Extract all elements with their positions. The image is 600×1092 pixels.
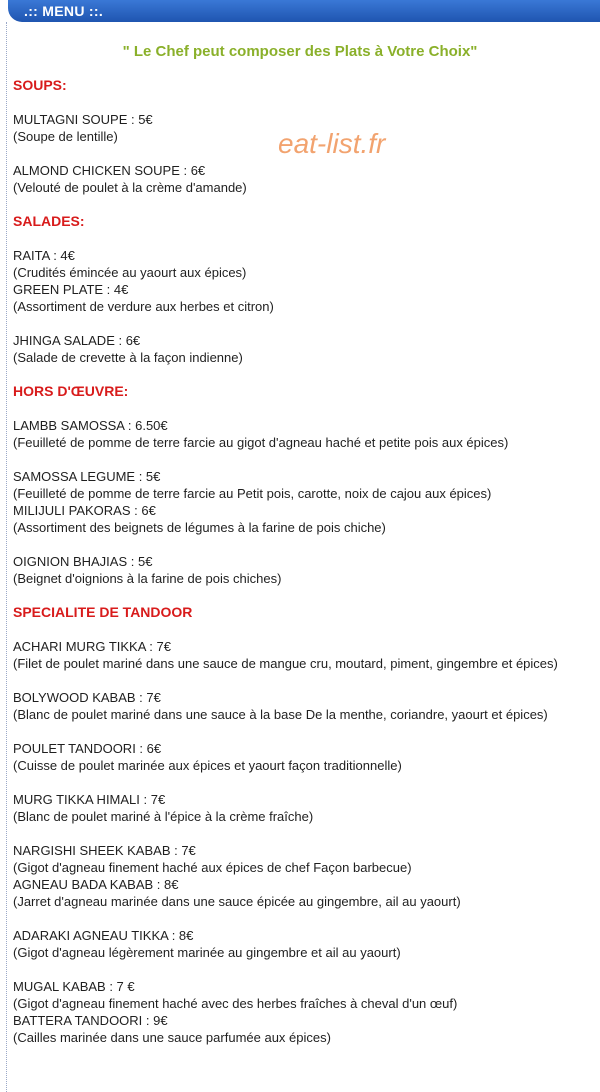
menu-item — [13, 332, 595, 366]
menu-item — [13, 842, 595, 876]
chef-tagline: " Le Chef peut composer des Plats à Votre Choix" — [122, 43, 478, 60]
menu-item — [13, 281, 595, 315]
item-name-price: ACHARI MURG TIKKA : 7€ — [13, 639, 171, 654]
menu-item — [13, 740, 595, 774]
item-group — [13, 842, 595, 910]
menu-item — [13, 1012, 595, 1046]
item-name-price: RAITA : 4€ — [13, 248, 75, 263]
item-name-price: ADARAKI AGNEAU TIKKA : 8€ — [13, 928, 194, 943]
section-salades — [13, 213, 595, 366]
section-title: SALADES: — [13, 213, 85, 229]
item-description: (Gigot d'agneau finement haché aux épices de chef Façon barbecue) — [13, 860, 412, 875]
section-title: HORS D'ŒUVRE: — [13, 383, 129, 399]
item-name-price: BATTERA TANDOORI : 9€ — [13, 1013, 168, 1028]
menu-header-label: .:: MENU ::. — [24, 3, 104, 19]
watermark-logo: eat-list.fr — [278, 128, 386, 159]
menu-item — [13, 927, 595, 961]
item-name-price: OIGNION BHAJIAS : 5€ — [13, 554, 153, 569]
item-name-price: GREEN PLATE : 4€ — [13, 282, 129, 297]
item-description: (Jarret d'agneau marinée dans une sauce épicée au gingembre, ail au yaourt) — [13, 894, 461, 909]
left-frame-border — [6, 22, 7, 1092]
item-description: (Feuilleté de pomme de terre farcie au Petit pois, carotte, noix de cajou aux épices) — [13, 486, 492, 501]
item-name-price: LAMBB SAMOSSA : 6.50€ — [13, 418, 168, 433]
item-name-price: MUGAL KABAB : 7 € — [13, 979, 135, 994]
item-group — [13, 791, 595, 825]
item-description: (Gigot d'agneau légèrement marinée au gingembre et ail au yaourt) — [13, 945, 401, 960]
item-description: (Salade de crevette à la façon indienne) — [13, 350, 243, 365]
item-group — [13, 740, 595, 774]
item-group — [13, 162, 595, 196]
item-group — [13, 332, 595, 366]
item-name-price: ALMOND CHICKEN SOUPE : 6€ — [13, 163, 206, 178]
menu-item — [13, 978, 595, 1012]
item-group — [13, 417, 595, 451]
menu-item — [13, 162, 595, 196]
item-name-price: JHINGA SALADE : 6€ — [13, 333, 141, 348]
item-description: (Crudités émincée au yaourt aux épices) — [13, 265, 247, 280]
item-group — [13, 247, 595, 315]
item-description: (Velouté de poulet à la crème d'amande) — [13, 180, 247, 195]
menu-item — [13, 791, 595, 825]
item-description: (Assortiment des beignets de légumes à la farine de pois chiche) — [13, 520, 386, 535]
menu-item — [13, 502, 595, 536]
item-description: (Beignet d'oignions à la farine de pois chiches) — [13, 571, 282, 586]
menu-item — [13, 876, 595, 910]
section-title: SOUPS: — [13, 77, 67, 93]
menu-item — [13, 468, 595, 502]
section-title: SPECIALITE DE TANDOOR — [13, 604, 193, 620]
item-name-price: NARGISHI SHEEK KABAB : 7€ — [13, 843, 196, 858]
menu-header-tab — [0, 0, 600, 24]
item-name-price: BOLYWOOD KABAB : 7€ — [13, 690, 161, 705]
menu-item — [13, 417, 595, 451]
menu-item — [13, 247, 595, 281]
item-name-price: MULTAGNI SOUPE : 5€ — [13, 112, 153, 127]
item-name-price: POULET TANDOORI : 6€ — [13, 741, 162, 756]
menu-content — [13, 77, 595, 1063]
item-group — [13, 468, 595, 536]
item-description: (Cailles marinée dans une sauce parfumée aux épices) — [13, 1030, 331, 1045]
item-description: (Filet de poulet mariné dans une sauce de mangue cru, moutard, piment, gingembre et épices) — [13, 656, 558, 671]
menu-item — [13, 638, 595, 672]
section-hors-doeuvre — [13, 383, 595, 587]
item-description: (Soupe de lentille) — [13, 129, 118, 144]
item-name-price: MURG TIKKA HIMALI : 7€ — [13, 792, 166, 807]
item-group — [13, 689, 595, 723]
item-description: (Assortiment de verdure aux herbes et citron) — [13, 299, 274, 314]
item-group — [13, 553, 595, 587]
item-description: (Blanc de poulet mariné à l'épice à la crème fraîche) — [13, 809, 314, 824]
item-description: (Feuilleté de pomme de terre farcie au gigot d'agneau haché et petite pois aux épices) — [13, 435, 509, 450]
item-description: (Gigot d'agneau finement haché avec des herbes fraîches à cheval d'un œuf) — [13, 996, 458, 1011]
menu-item — [13, 553, 595, 587]
item-group — [13, 638, 595, 672]
item-name-price: MILIJULI PAKORAS : 6€ — [13, 503, 156, 518]
item-name-price: SAMOSSA LEGUME : 5€ — [13, 469, 161, 484]
item-group — [13, 927, 595, 961]
item-name-price: AGNEAU BADA KABAB : 8€ — [13, 877, 179, 892]
item-description: (Blanc de poulet mariné dans une sauce à la base De la menthe, coriandre, yaourt et épices) — [13, 707, 548, 722]
menu-item — [13, 689, 595, 723]
section-tandoor — [13, 604, 595, 1046]
item-description: (Cuisse de poulet marinée aux épices et yaourt façon traditionnelle) — [13, 758, 402, 773]
item-group — [13, 978, 595, 1046]
